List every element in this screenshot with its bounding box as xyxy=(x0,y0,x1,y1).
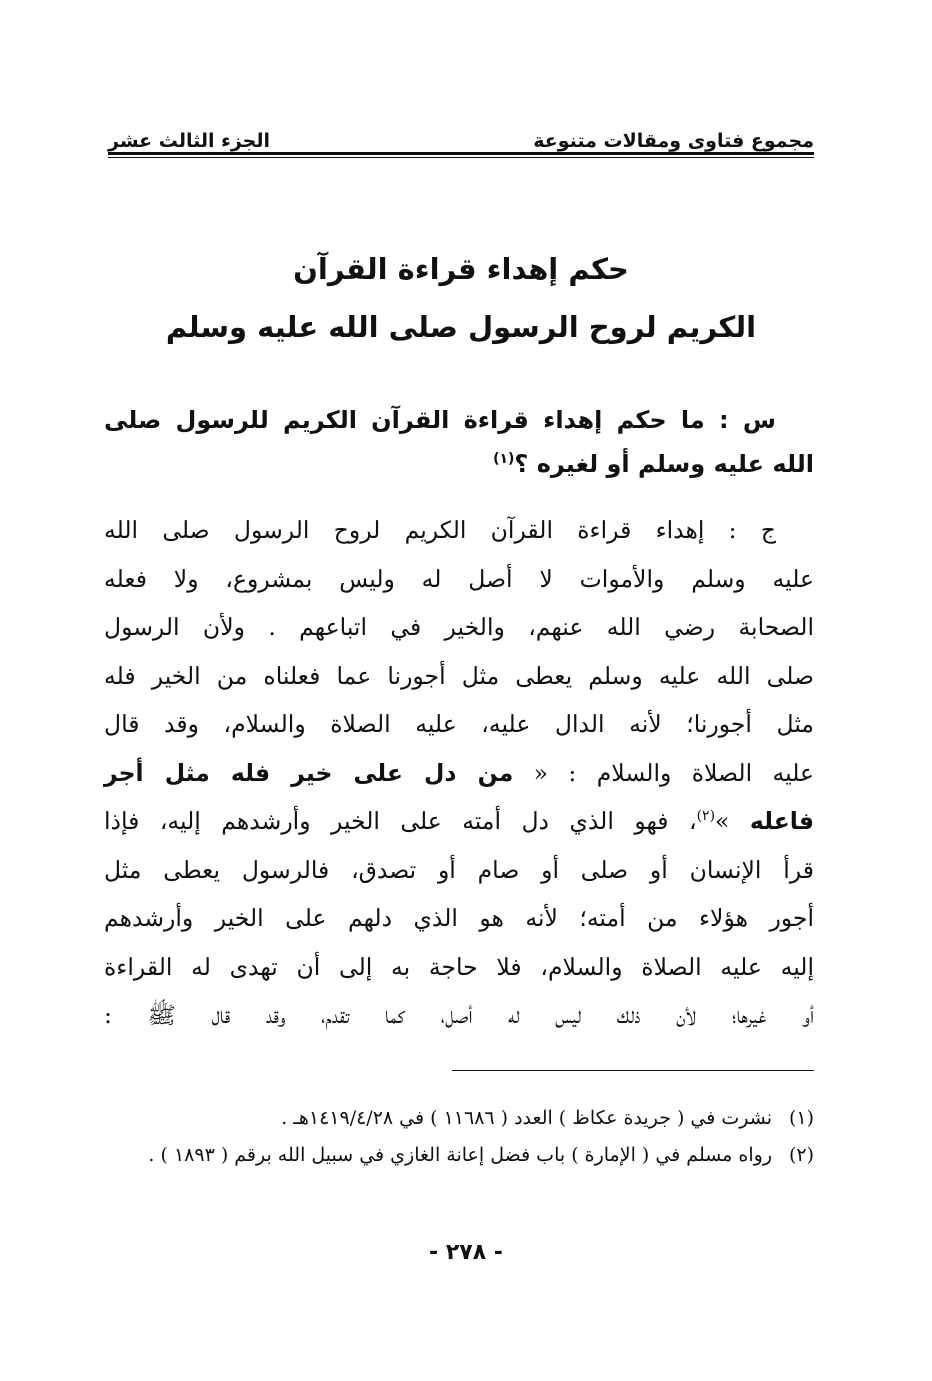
answer-line-7 xyxy=(104,797,814,846)
footnote-ref-2: (٢) xyxy=(696,808,716,825)
footnote-separator xyxy=(452,1070,814,1071)
footnote-2-text: رواه مسلم في ( الإمارة ) باب فضل إعانة الغازي في سبيل الله برقم ( ١٨٩٣ ) . xyxy=(148,1144,772,1166)
footnotes xyxy=(104,1100,814,1174)
question-line-1: س : ما حكم إهداء قراءة القرآن الكريم للرسول صلى xyxy=(104,406,776,434)
footnote-2-number: (٢) xyxy=(788,1144,814,1166)
header-divider-thin xyxy=(108,157,814,158)
answer-block xyxy=(104,506,814,1040)
answer-line-5: مثل أجورنا؛ لأنه الدال عليه، عليه الصلاة والسلام، وقد قال xyxy=(104,710,814,738)
chapter-title xyxy=(108,240,814,356)
chapter-title-line-2: الكريم لروح الرسول صلى الله عليه وسلم xyxy=(165,310,757,344)
footnote-1-number: (١) xyxy=(788,1107,814,1129)
answer-line-9: أجور هؤلاء من أمته؛ لأنه هو الذي دلهم على الخير وأرشدهم xyxy=(104,904,814,932)
answer-line-6 xyxy=(104,749,814,798)
answer-line-6-text: عليه الصلاة والسلام : « xyxy=(513,758,814,787)
answer-line-3: الصحابة رضي الله عنهم، والخير في اتباعهم . ولأن الرسول xyxy=(104,613,814,641)
hadith-quote-part-2: فاعله xyxy=(749,807,814,835)
question-block xyxy=(104,398,814,486)
answer-line-4: صلى الله عليه وسلم يعطى مثل أجورنا عما فعلناه من الخير فله xyxy=(104,661,814,690)
hadith-close-quote: » xyxy=(715,807,750,835)
running-header xyxy=(108,112,814,152)
hadith-quote-part-1: من دل على خير فله مثل أجر xyxy=(104,758,514,787)
header-volume: الجزء الثالث عشر xyxy=(108,130,271,152)
question-line-2 xyxy=(104,442,814,486)
answer-line-10: إليه عليه الصلاة والسلام، فلا حاجة به إلى أن تهدى له القراءة xyxy=(104,952,814,981)
header-divider xyxy=(108,152,814,155)
answer-line-2: عليه وسلم والأموات لا أصل له وليس بمشروع، ولا فعله xyxy=(104,564,814,593)
answer-line-1: ج : إهداء قراءة القرآن الكريم لروح الرسول صلى الله xyxy=(104,516,776,544)
page-number: - ٢٧٨ - xyxy=(429,1240,503,1265)
footnote-1 xyxy=(104,1100,814,1137)
answer-line-7-text: ، فهو الذي دل أمته على الخير وأرشدهم إليه، فإذا xyxy=(104,807,697,835)
header-book-title: مجموع فتاوى ومقالات متنوعة xyxy=(533,130,814,152)
answer-line-11: أو غيرها؛ لأن ذلك ليس له أصل، كما تقدم، وقد قال ﷺ : xyxy=(104,1001,814,1029)
footnote-1-text: نشرت في ( جريدة عكاظ ) العدد ( ١١٦٨٦ ) في ١٤١٩/٤/٢٨هـ . xyxy=(281,1107,772,1129)
footnote-ref-1: (١) xyxy=(493,451,515,467)
answer-line-8: قرأ الإنسان أو صلى أو صام أو تصدق، فالرسول يعطى مثل xyxy=(104,855,814,884)
chapter-title-line-1: حكم إهداء قراءة القرآن xyxy=(293,252,629,286)
footnote-2 xyxy=(104,1137,814,1174)
question-line-2-text: الله عليه وسلم أو لغيره ؟ xyxy=(514,450,814,478)
